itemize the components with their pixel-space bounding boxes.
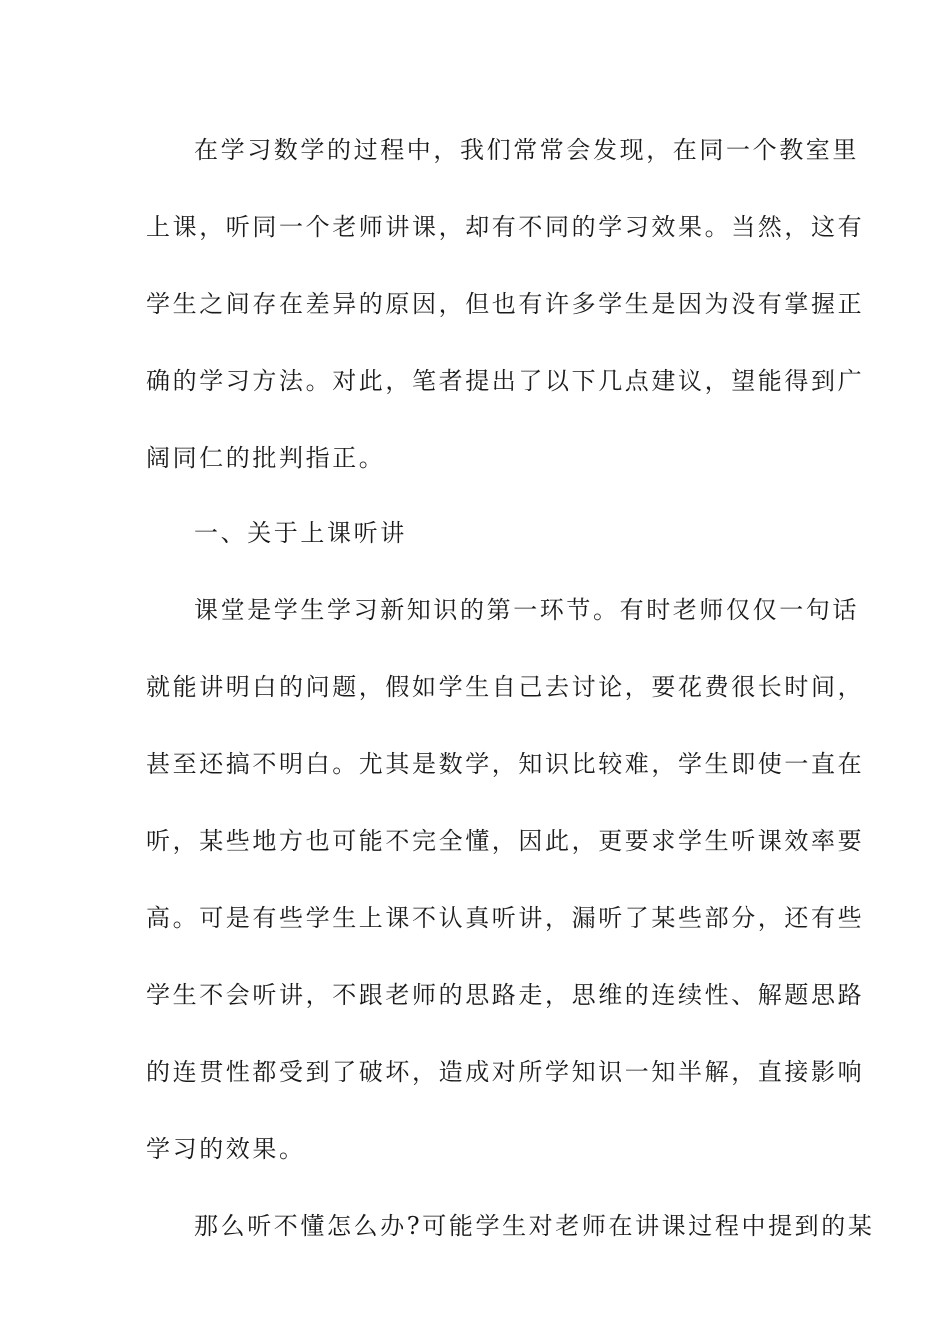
next-paragraph-line-1: 那么听不懂怎么办?可能学生对老师在讲课过程中提到的某 <box>194 1212 875 1240</box>
section-heading: 一、关于上课听讲 <box>194 519 407 547</box>
body-paragraph-line-6: 学生不会听讲，不跟老师的思路走，思维的连续性、解题思路 <box>146 981 865 1009</box>
intro-paragraph-line-5: 阔同仁的批判指正。 <box>146 444 386 472</box>
body-paragraph-line-7: 的连贯性都受到了破坏，造成对所学知识一知半解，直接影响 <box>146 1058 865 1086</box>
body-paragraph-line-1: 课堂是学生学习新知识的第一环节。有时老师仅仅一句话 <box>194 596 859 624</box>
intro-paragraph-line-2: 上课，听同一个老师讲课，却有不同的学习效果。当然，这有 <box>146 213 865 241</box>
intro-paragraph-line-4: 确的学习方法。对此，笔者提出了以下几点建议，望能得到广 <box>146 367 865 395</box>
body-paragraph-line-4: 听，某些地方也可能不完全懂，因此，更要求学生听课效率要 <box>146 827 865 855</box>
body-paragraph-line-2: 就能讲明白的问题，假如学生自己去讨论，要花费很长时间， <box>146 673 865 701</box>
body-paragraph-line-5: 高。可是有些学生上课不认真听讲，漏听了某些部分，还有些 <box>146 904 865 932</box>
body-paragraph-line-8: 学习的效果。 <box>146 1135 306 1163</box>
body-paragraph-line-3: 甚至还搞不明白。尤其是数学，知识比较难，学生即使一直在 <box>146 750 865 778</box>
intro-paragraph-line-1: 在学习数学的过程中，我们常常会发现，在同一个教室里 <box>194 136 859 164</box>
intro-paragraph-line-3: 学生之间存在差异的原因，但也有许多学生是因为没有掌握正 <box>146 290 865 318</box>
